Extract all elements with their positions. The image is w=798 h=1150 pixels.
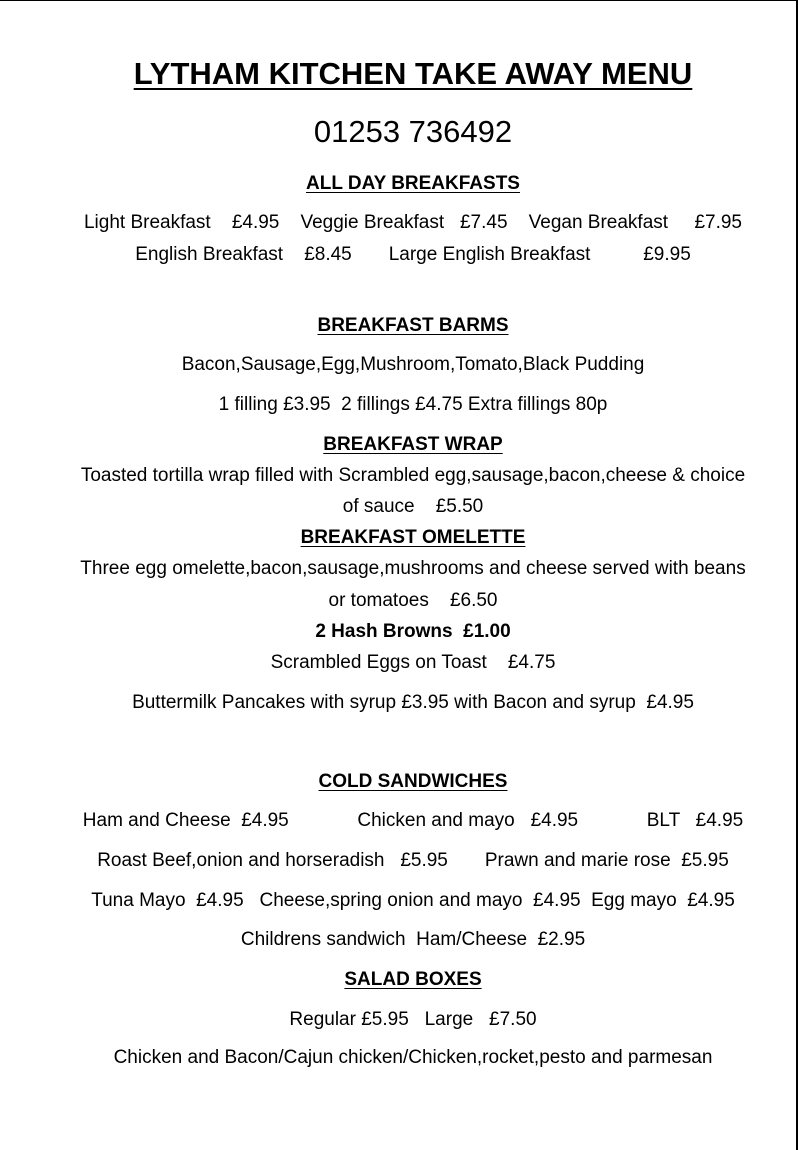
scrambled-eggs-item: Scrambled Eggs on Toast £4.75: [270, 652, 556, 673]
omelette-line-1: Three egg omelette,bacon,sausage,mushrooms and cheese served with beans: [80, 558, 746, 579]
heading-breakfast-barms: BREAKFAST BARMS: [317, 315, 509, 336]
pancakes-item: Buttermilk Pancakes with syrup £3.95 with Bacon and syrup £4.95: [132, 692, 694, 713]
sandwiches-line-3: Tuna Mayo £4.95 Cheese,spring onion and mayo £4.95 Egg mayo £4.95: [91, 890, 735, 911]
heading-all-day-breakfasts: ALL DAY BREAKFASTS: [306, 173, 520, 194]
wrap-line-1: Toasted tortilla wrap filled with Scrambled egg,sausage,bacon,cheese & choice: [80, 465, 746, 486]
omelette-line-2: or tomatoes £6.50: [328, 590, 498, 611]
breakfast-line-1: Light Breakfast £4.95 Veggie Breakfast £7.45 Vegan Breakfast £7.95: [83, 212, 743, 233]
breakfast-line-2: English Breakfast £8.45 Large English Breakfast £9.95: [135, 244, 691, 265]
wrap-line-2: of sauce £5.50: [342, 496, 484, 517]
sandwiches-line-2: Roast Beef,onion and horseradish £5.95 Prawn and marie rose £5.95: [97, 850, 729, 871]
sandwiches-line-4: Childrens sandwich Ham/Cheese £2.95: [240, 929, 586, 950]
barms-prices: 1 filling £3.95 2 fillings £4.75 Extra fillings 80p: [218, 394, 608, 415]
salad-options: Chicken and Bacon/Cajun chicken/Chicken,rocket,pesto and parmesan: [113, 1047, 713, 1068]
salad-prices: Regular £5.95 Large £7.50: [289, 1009, 537, 1030]
top-border-line: [0, 0, 798, 1]
heading-salad-boxes: SALAD BOXES: [344, 969, 482, 990]
heading-breakfast-wrap: BREAKFAST WRAP: [323, 434, 503, 455]
menu-title: LYTHAM KITCHEN TAKE AWAY MENU: [133, 56, 693, 91]
sandwiches-line-1: Ham and Cheese £4.95 Chicken and mayo £4.95 BLT £4.95: [82, 810, 744, 831]
phone-number: 01253 736492: [313, 114, 513, 149]
heading-cold-sandwiches: COLD SANDWICHES: [318, 771, 508, 792]
barms-fillings: Bacon,Sausage,Egg,Mushroom,Tomato,Black Pudding: [181, 354, 645, 375]
hash-browns-item: 2 Hash Browns £1.00: [315, 621, 511, 642]
heading-breakfast-omelette: BREAKFAST OMELETTE: [300, 527, 526, 548]
